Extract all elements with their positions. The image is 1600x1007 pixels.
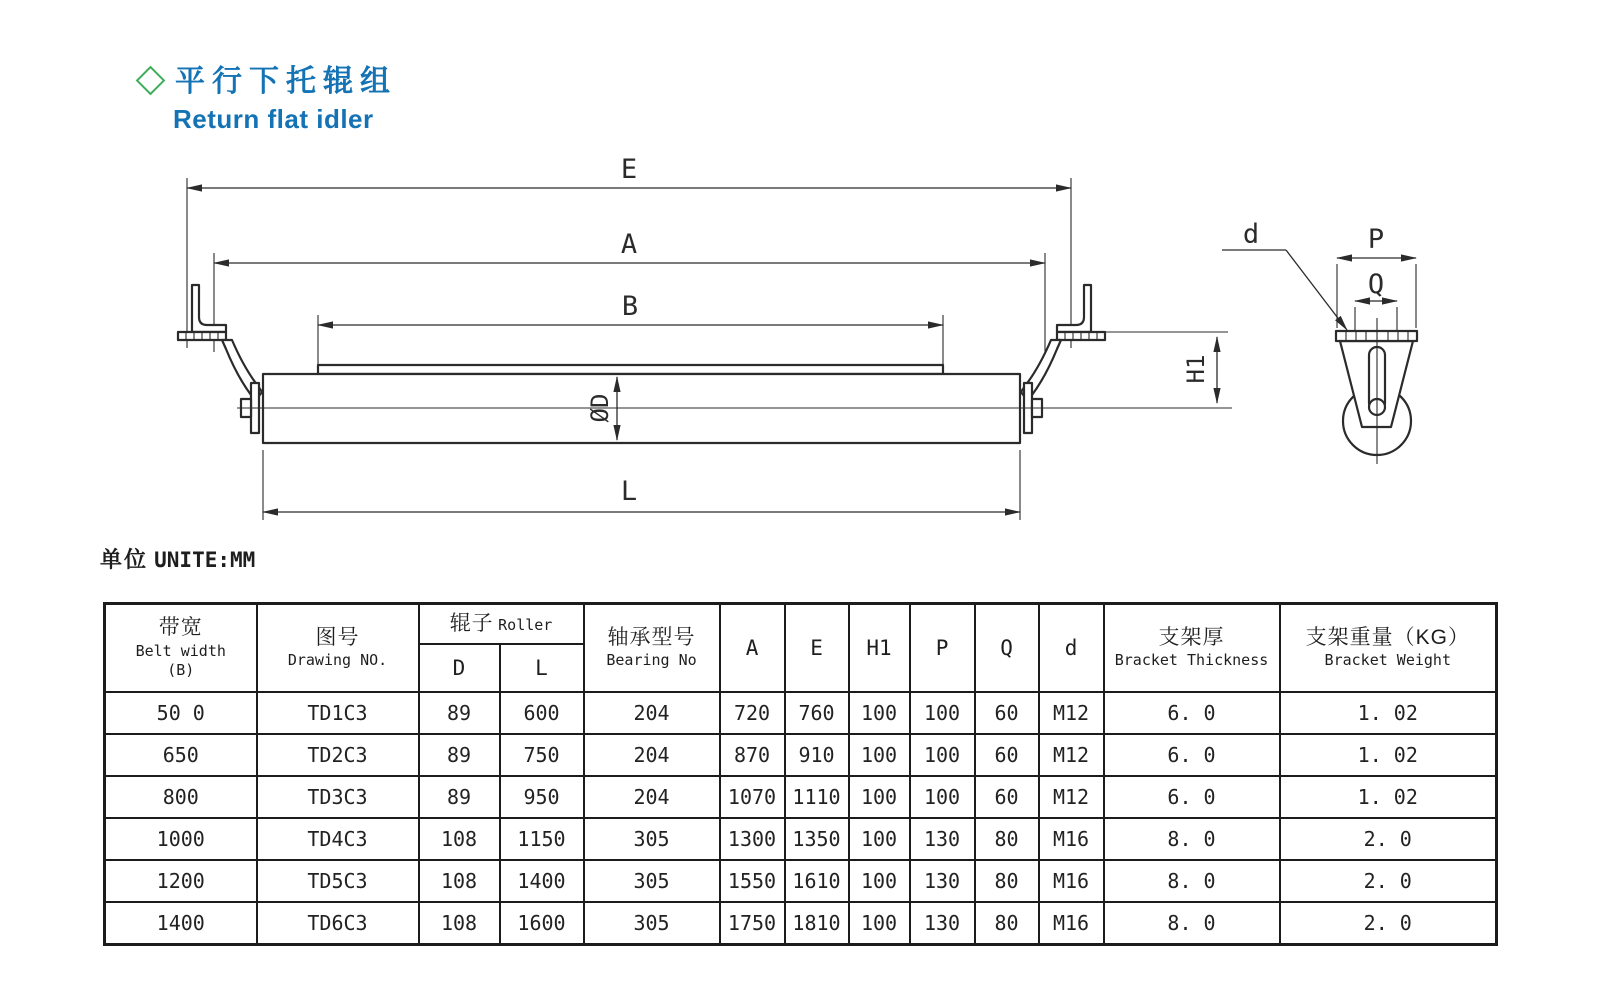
cell: 305 (584, 818, 720, 860)
cell: 1. 02 (1280, 734, 1497, 776)
dim-label-B: B (621, 291, 639, 322)
cell: 50 0 (105, 692, 257, 734)
header-E: E (785, 604, 849, 693)
cell: 760 (785, 692, 849, 734)
cell: 2. 0 (1280, 860, 1497, 902)
cell: 950 (500, 776, 584, 818)
cell: 1400 (500, 860, 584, 902)
left-bracket (178, 285, 262, 433)
cell: 305 (584, 902, 720, 945)
cell: 6. 0 (1104, 692, 1280, 734)
cell: 800 (105, 776, 257, 818)
cell: 8. 0 (1104, 818, 1280, 860)
cell: 1400 (105, 902, 257, 945)
cell: 6. 0 (1104, 734, 1280, 776)
dimension-B (318, 291, 943, 368)
idler-spec-table (103, 602, 1498, 946)
cell: TD3C3 (257, 776, 419, 818)
cell: 720 (720, 692, 785, 734)
dim-label-A: A (620, 229, 638, 260)
cell: 2. 0 (1280, 902, 1497, 945)
dimension-H1 (1105, 332, 1228, 403)
cell: 130 (910, 818, 975, 860)
cell: 1. 02 (1280, 692, 1497, 734)
cell: 80 (975, 818, 1039, 860)
cell: 600 (500, 692, 584, 734)
bracket-end-view (1222, 219, 1417, 464)
table-row (105, 734, 1497, 776)
header-bracket-thickness: 支架厚 Bracket Thickness (1104, 604, 1280, 693)
dim-label-Q: Q (1367, 269, 1385, 300)
cell: 89 (419, 692, 500, 734)
header-bracket-weight: 支架重量（KG） Bracket Weight (1280, 604, 1497, 693)
cell: M12 (1039, 692, 1104, 734)
header-H1: H1 (849, 604, 910, 693)
page-title-chinese: 平行下托辊组 (175, 65, 397, 98)
cell: 80 (975, 902, 1039, 945)
dimension-L (263, 450, 1020, 520)
cell: 1110 (785, 776, 849, 818)
cell: TD4C3 (257, 818, 419, 860)
header-roller-D: D (419, 644, 500, 692)
cell: 80 (975, 860, 1039, 902)
cell: 100 (910, 776, 975, 818)
cell: 1750 (720, 902, 785, 945)
cell: 1600 (500, 902, 584, 945)
cell: 750 (500, 734, 584, 776)
cell: 100 (849, 692, 910, 734)
cell: 100 (910, 734, 975, 776)
table-row (105, 818, 1497, 860)
cell: 89 (419, 776, 500, 818)
header-roller: 辊子 Roller (419, 604, 584, 645)
cell: 130 (910, 860, 975, 902)
header-roller-L: L (500, 644, 584, 692)
table-row (105, 860, 1497, 902)
cell: 204 (584, 692, 720, 734)
cell: 100 (849, 776, 910, 818)
header-belt-width: 带宽 Belt width (B) (105, 604, 257, 693)
header-d: d (1039, 604, 1104, 693)
header-bearing-no: 轴承型号 Bearing No (584, 604, 720, 693)
cell: M12 (1039, 776, 1104, 818)
units-note-chinese: 单位 (100, 547, 149, 572)
cell: 60 (975, 776, 1039, 818)
cell: 1070 (720, 776, 785, 818)
dim-label-H1: H1 (1182, 354, 1210, 384)
cell: 100 (849, 860, 910, 902)
table-row (105, 902, 1497, 945)
cell: 100 (849, 734, 910, 776)
dim-label-d: d (1242, 219, 1260, 250)
cell: 8. 0 (1104, 902, 1280, 945)
cell: 1810 (785, 902, 849, 945)
cell: 1550 (720, 860, 785, 902)
cell: 1. 02 (1280, 776, 1497, 818)
cell: 1200 (105, 860, 257, 902)
cell: 1300 (720, 818, 785, 860)
table-row (105, 776, 1497, 818)
cell: TD6C3 (257, 902, 419, 945)
dim-label-P: P (1367, 224, 1385, 255)
cell: 130 (910, 902, 975, 945)
cell: TD1C3 (257, 692, 419, 734)
cell: M16 (1039, 860, 1104, 902)
cell: 108 (419, 902, 500, 945)
cell: TD5C3 (257, 860, 419, 902)
header-A: A (720, 604, 785, 693)
cell: 1000 (105, 818, 257, 860)
cell: 650 (105, 734, 257, 776)
units-note-english: UNITE:MM (154, 548, 256, 572)
cell: 8. 0 (1104, 860, 1280, 902)
cell: M16 (1039, 818, 1104, 860)
right-bracket (1021, 285, 1105, 433)
cell: 108 (419, 860, 500, 902)
header-Q: Q (975, 604, 1039, 693)
cell: 1150 (500, 818, 584, 860)
units-note (100, 543, 255, 574)
belt-strip (318, 365, 943, 374)
cell: 100 (849, 818, 910, 860)
cell: M16 (1039, 902, 1104, 945)
cell: 2. 0 (1280, 818, 1497, 860)
cell: 89 (419, 734, 500, 776)
dim-label-diameter-D: ØD (586, 393, 614, 423)
cell: 60 (975, 734, 1039, 776)
cell: 1610 (785, 860, 849, 902)
cell: 100 (849, 902, 910, 945)
cell: 108 (419, 818, 500, 860)
cell: 305 (584, 860, 720, 902)
cell: 204 (584, 734, 720, 776)
cell: 910 (785, 734, 849, 776)
cell: M12 (1039, 734, 1104, 776)
dim-label-L: L (620, 476, 638, 507)
cell: 870 (720, 734, 785, 776)
header-drawing-no: 图号 Drawing NO. (257, 604, 419, 693)
cell: 60 (975, 692, 1039, 734)
cell: 100 (910, 692, 975, 734)
cell: 204 (584, 776, 720, 818)
cell: 1350 (785, 818, 849, 860)
table-row (105, 692, 1497, 734)
cell: TD2C3 (257, 734, 419, 776)
cell: 6. 0 (1104, 776, 1280, 818)
page-title-english: Return flat idler (173, 104, 374, 134)
dim-label-E: E (620, 154, 638, 185)
header-P: P (910, 604, 975, 693)
